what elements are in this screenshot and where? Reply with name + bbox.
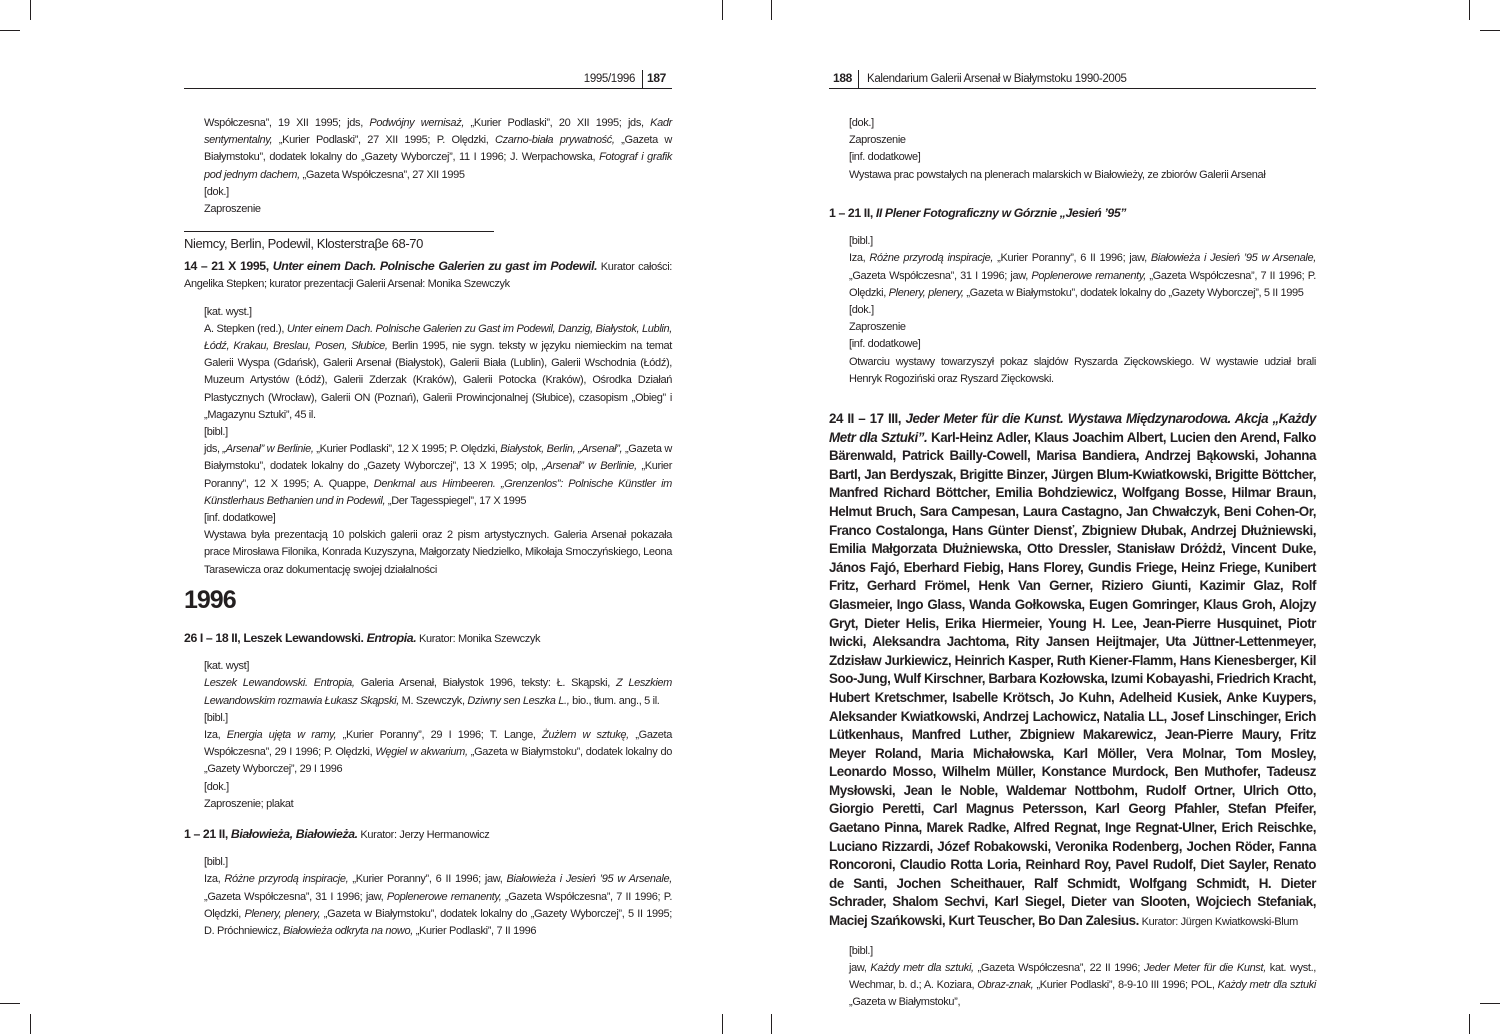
- section-label: [kat. wyst]: [204, 660, 250, 673]
- bibliography-text: Iza, Różne przyrodą inspiracje, „Kurier Poranny”, 6 II 1996; jaw, Białowieża i Jesień ’95 w Arsenale, „Gazeta Współczesna”, 31 I 1996; jaw, Poplenerowe remanenty, „Gazeta Współczesna”, 7 II 1996; P. Olędzki, Plenery, plenery, „Gazeta w Białymstoku”, dodatek lokalny do „Gazety Wyborczej”, 5 II 1995; D. Próchniewicz, Białowieża odkryta na nowo, „Kurier Podlaski”, 7 II 1996: [204, 873, 673, 938]
- italic-title: Czarno-biała prywatność,: [495, 134, 615, 147]
- italic-title: Dziwny sen Leszka L.,: [467, 694, 570, 707]
- section-label: [inf. dodatkowe]: [204, 512, 276, 525]
- crop-mark: [722, 0, 723, 20]
- italic-title: Żużlem w sztukę,: [542, 729, 629, 742]
- document-text: Zaproszenie: [849, 134, 906, 147]
- italic-title: Różne przyrodą inspiracje,: [869, 252, 994, 265]
- event-entry: [829, 410, 1316, 932]
- catalogue-text: Leszek Lewandowski. Entropia, Galeria Arsenał, Białystok 1996, teksty: Ł. Skąpski, Z Leszkiem Lewandowskim rozmawia Łukasz Skąpski, M. Szewczyk, Dziwny sen Leszka L., bio., tłum. ang., 5 il.: [204, 677, 672, 707]
- event-date: 14 – 21 X 1995,: [184, 259, 273, 274]
- page-number: 187: [647, 71, 666, 85]
- bibliography-text: Iza, Różne przyrodą inspiracje, „Kurier Poranny”, 6 II 1996; jaw, Białowieża i Jesień ’95 w Arsenale, „Gazeta Współczesna”, 31 I 1996; jaw, Poplenerowe remanenty, „Gazeta Współczesna”, 7 II 1996; P. Olędzki, Plenery, plenery, „Gazeta w Białymstoku”, dodatek lokalny do „Gazety Wyborczej”, 5 II 1995: [849, 252, 1317, 299]
- crop-mark: [0, 30, 20, 31]
- event-title: Entropia.: [366, 631, 417, 645]
- italic-title: Białowieża i Jesień ’95 w Arsenale,: [1150, 252, 1316, 265]
- additional-info-text: Wystawa była prezentacją 10 polskich galerii oraz 2 pism artystycznych. Galeria Arsenał pokazała prace Mirosława Filonika, Konrada Kuzyszyna, Małgorzaty Niedzielko, Mikołaja Smoczyńskiego, Leona Tarasewicza oraz dokumentację swojej działalności: [204, 529, 673, 576]
- crop-mark: [771, 1014, 772, 1034]
- section-label: [bibl.]: [204, 426, 228, 439]
- additional-info-text: Wystawa prac powstałych na plenerach malarskich w Białowieży, ze zbiorów Galerii Arsenał: [849, 168, 1266, 181]
- event-entry: [184, 826, 672, 844]
- italic-title: Podwójny wernisaż,: [369, 117, 465, 129]
- section-label: [dok.]: [849, 304, 874, 317]
- italic-title: Białowieża i Jesień ’95 w Arsenale,: [506, 873, 672, 886]
- italic-title: Każdy metr dla sztuki: [1217, 979, 1316, 992]
- right-lower-flow: [829, 410, 1316, 1011]
- italic-title: „Arsenał” w Berlinie,: [222, 443, 314, 456]
- section-label: [inf. dodatkowe]: [849, 151, 921, 164]
- bibliography-text: jds, „Arsenał” w Berlinie, „Kurier Podlaski”, 12 X 1995; P. Olędzki, Białystok, Berlin, „Arsenał”, „Gazeta w Białymstoku”, dodatek lokalny do „Gazety Wyborczej”, 13 X 1995; olp, „Arsenał” w Berlinie, „Kurier Poranny”, 12 X 1995; A. Quappe, Denkmal aus Himbeeren. „Grenzenlos”: Polnische Künstler im Künstlerhaus Bethanien und in Podewil, „Der Tagesspiegel”, 17 X 1995: [204, 443, 673, 507]
- crop-mark: [1469, 1014, 1470, 1034]
- right-main-flow: [829, 205, 1316, 388]
- section-label: [bibl.]: [849, 944, 873, 957]
- event-curator: Kurator: Jerzy Hermanowicz: [357, 829, 490, 842]
- document-text: Zaproszenie; plakat: [204, 797, 294, 810]
- italic-title: Węgiel w akwarium,: [375, 746, 468, 759]
- right-page: [829, 0, 1316, 1034]
- italic-title: Poplenerowe remanenty,: [1031, 269, 1146, 282]
- crop-mark: [771, 0, 772, 20]
- italic-title: Plenery, plenery,: [244, 907, 321, 920]
- italic-title: Każdy metr dla sztuki,: [870, 961, 974, 974]
- left-upper-flow: [184, 115, 672, 232]
- running-head: [829, 70, 1316, 89]
- right-upper-flow: [829, 115, 1316, 184]
- italic-title: Białystok, Berlin, „Arsenał”,: [500, 443, 623, 456]
- document-text: Zaproszenie: [849, 321, 906, 334]
- section-label: [bibl.]: [204, 856, 228, 869]
- event-title: Białowieża, Białowieża.: [230, 827, 358, 842]
- italic-title: Jeder Meter für die Kunst,: [1143, 961, 1266, 974]
- running-head-separator: [858, 70, 859, 88]
- crop-mark: [0, 1003, 20, 1004]
- place-heading: Niemcy, Berlin, Podewil, Klosterstraβe 68-70: [184, 236, 423, 251]
- running-head-separator: [642, 70, 643, 88]
- event-date: 24 II – 17 III,: [829, 411, 906, 426]
- event-curator: Kurator całości: Angelika Stepken; kurator prezentacji Galerii Arsenał: Monika Szewczyk: [184, 261, 672, 291]
- italic-title: Kadr sentymentalny,: [204, 117, 672, 147]
- section-divider: [184, 231, 494, 232]
- section-label: [dok.]: [204, 780, 229, 793]
- page-number: 188: [833, 71, 852, 85]
- italic-title: Poplenerowe remanenty,: [386, 890, 502, 903]
- crop-mark: [1480, 1003, 1500, 1004]
- year-heading: 1996: [184, 586, 236, 614]
- italic-title: Unter einem Dach. Polnische Galerien zu Gast im Podewil, Danzig, Białystok, Lublin, Łódź, Krakau, Breslau, Posen, Słubice,: [204, 322, 672, 353]
- event-entry: [829, 205, 1316, 223]
- additional-info-text: Otwarciu wystawy towarzyszył pokaz slajdów Ryszarda Zięckowskiego. W wystawie udział brali Henryk Rogoziński oraz Ryszard Zięckowski.: [849, 355, 1316, 385]
- event-curator: Kurator: Monika Szewczyk: [416, 633, 541, 645]
- left-year-flow: [184, 585, 672, 940]
- bibliography-text: Współczesna”, 19 XII 1995; jds, Podwójny wernisaż, „Kurier Podlaski”, 20 XII 1995; jds, Kadr sentymentalny, „Kurier Podlaski”, 27 XII 1995; P. Olędzki, Czarno-biała prywatność, „Gazeta w Białymstoku”, dodatek lokalny do „Gazety Wyborczej”, 11 I 1996; J. Werpachowska, Fotograf i grafik pod jednym dachem, „Gazeta Współczesna”, 27 XII 1995: [204, 117, 673, 181]
- event-date: 1 – 21 II,: [184, 827, 231, 842]
- running-head: [184, 70, 672, 89]
- event-curator: Kurator: Jürgen Kwiatkowski-Blum: [1138, 916, 1298, 929]
- document-text: Zaproszenie: [204, 203, 261, 216]
- section-label: [inf. dodatkowe]: [849, 338, 921, 351]
- crop-mark: [722, 1014, 723, 1034]
- italic-title: Denkmal aus Himbeeren. „Grenzenlos”: Polnische Künstler im Künstlerhaus Bethanien und in Podewil,: [204, 477, 672, 507]
- italic-title: Fotograf i grafik pod jednym dachem,: [204, 151, 672, 181]
- event-entry: [184, 258, 672, 293]
- italic-title: Energia ujęta w ramy,: [226, 729, 337, 742]
- crop-mark: [1469, 0, 1470, 20]
- catalogue-text: A. Stepken (red.), Unter einem Dach. Polnische Galerien zu Gast im Podewil, Danzig, Białystok, Lublin, Łódź, Krakau, Breslau, Posen, Słubice, Berlin 1995, nie sygn. teksty w języku niemieckim na temat Galerii Wyspa (Gdańsk), Galerii Arsenał (Białystok), Galerii Biała (Lublin), Galerii Wschodnia (Łódź), Muzeum Artystów (Łódź), Galerii Zderzak (Kraków), Galerii Potocka (Kraków), Ośrodka Działań Plastycznych (Wrocław), Galerii ON (Poznań), Galerii Prowincjonalnej (Słubice), czasopism „Obieg” i „Magazynu Sztuki”, 45 il.: [204, 322, 672, 421]
- crop-mark: [30, 0, 31, 20]
- crop-mark: [1480, 30, 1500, 31]
- event-date: 26 I – 18 II, Leszek Lewandowski.: [184, 631, 367, 645]
- italic-title: Z Leszkiem Lewandowskim rozmawia Łukasz Skąpski,: [204, 677, 672, 707]
- italic-title: Różne przyrodą inspiracje,: [224, 873, 349, 886]
- section-label: [kat. wyst.]: [204, 305, 252, 318]
- section-label: [bibl.]: [204, 711, 228, 724]
- event-date: 1 – 21 II,: [829, 206, 876, 220]
- running-head-text: Kalendarium Galerii Arsenał w Białymstoku 1990-2005: [867, 73, 1127, 85]
- artist-list: Karl-Heinz Adler, Klaus Joachim Albert, Lucien den Arend, Falko Bärenwald, Patrick Bailly-Cowell, Marisa Bandiera, Andrzej Bąkowski, Johanna Bartl, Jan Berdyszak, Brigitte Binzer, Jürgen Blum-Kwiatkowski, Brigitte Böttcher, Manfred Richard Böttcher, Emilia Bohdziewicz, Wolfgang Bosse, Hilmar Braun, Helmut Bruch, Sara Campesan, Laura Castagno, Jan Chwałczyk, Beni Cohen-Or, Franco Costalonga, Hans Günter Diensť, Zbigniew Dłubak, Andrzej Dłużniewski, Emilia Małgorzata Dłużniewska, Otto Dressler, Stanisław Dróżdż, Vincent Duke, János Fajó, Eberhard Fiebig, Hans Florey, Gundis Friege, Heinz Friege, Kunibert Fritz, Gerhard Frömel, Henk Van Gerner, Riziero Giunti, Kazimir Glaz, Rolf Glasmeier, Ingo Glass, Wanda Gołkowska, Eugen Gomringer, Klaus Groh, Alojzy Gryt, Dieter Helis, Erika Hiermeier, Young H. Lee, Jean-Pierre Husquinet, Piotr Iwicki, Aleksandra Jachtoma, Rity Jansen Heijtmajer, Uta Jüttner-Lettenmeyer, Zdzisław Jurkiewicz, Heinrich Kasper, Ruth Kiener-Flamm, Hans Kienesberger, Kil Soo-Jung, Wulf Kirschner, Barbara Kozłowska, Izumi Kobayashi, Friedrich Kracht, Hubert Kretschmer, Isabelle Krötsch, Jo Kuhn, Adelheid Kusiek, Anke Kuypers, Aleksander Kwiatkowski, Andrzej Lachowicz, Natalia LL, Josef Linschinger, Erich Lütkenhaus, Manfred Luther, Zbigniew Makarewicz, Jean-Pierre Maury, Fritz Meyer Roland, Maria Michałowska, Karl Möller, Vera Molnar, Tom Mosley, Leonardo Mosso, Wilhelm Müller, Konstance Murdock, Ben Muthofer, Tadeusz Mysłowski, Jean le Noble, Waldemar Nottbohm, Rudolf Ortner, Ulrich Otto, Giorgio Peretti, Carl Magnus Petersson, Karl Georg Pfahler, Stefan Pfeifer, Gaetano Pinna, Marek Radke, Alfred Regnat, Inge Regnat-Ulner, Erich Reischke, Luciano Rizzardi, Józef Robakowski, Veronika Rodenberg, Jochen Röder, Fanna Roncoroni, Claudio Rotta Loria, Reinhard Roy, Pavel Rudolf, Diet Sayler, Renato de Santi, Jochen Scheithauer, Ralf Schmidt, Wolfgang Schmidt, H. Dieter Schrader, Shalom Sechvi, Karl Siegel, Dieter van Slooten, Wojciech Stefaniak, Maciej Szańkowski, Kurt Teuscher, Bo Dan Zalesius.: [829, 429, 1316, 929]
- left-main-flow: [184, 235, 672, 579]
- bibliography-text: jaw, Każdy metr dla sztuki, „Gazeta Współczesna”, 22 II 1996; Jeder Meter für die Kunst, kat. wyst., Wechmar, b. d.; A. Koziara, Obraz-znak, „Kurier Podlaski”, 8-9-10 III 1996; POL, Każdy metr dla sztuki „Gazeta w Białymstoku”,: [849, 961, 1316, 1009]
- section-label: [bibl.]: [849, 235, 873, 248]
- section-label: [dok.]: [204, 185, 229, 198]
- left-page: [184, 0, 672, 1034]
- italic-title: „Arsenał” w Berlinie,: [542, 460, 637, 473]
- bibliography-text: Iza, Energia ujęta w ramy, „Kurier Poranny”, 29 I 1996; T. Lange, Żużlem w sztukę, „Gazeta Współczesna”, 29 I 1996; P. Olędzki, Węgiel w akwarium, „Gazeta w Białymstoku”, dodatek lokalny do „Gazety Wyborczej”, 29 I 1996: [204, 729, 673, 776]
- running-head-text: 1995/1996: [583, 73, 635, 85]
- italic-title: Plenery, plenery,: [888, 286, 964, 299]
- event-title: Jeder Meter für die Kunst. Wystawa Międzynarodowa. Akcja „Każdy Metr dla Sztuki”.: [829, 411, 1316, 445]
- crop-mark: [30, 1014, 31, 1034]
- italic-title: Obraz-znak,: [977, 979, 1034, 992]
- event-entry: [184, 630, 672, 648]
- italic-title: Białowieża odkryta na nowo,: [283, 925, 413, 938]
- italic-title: Leszek Lewandowski. Entropia,: [204, 677, 355, 690]
- event-title: II Plener Fotograficzny w Górznie „Jesień ’95”: [875, 206, 1127, 220]
- section-label: [dok.]: [849, 117, 874, 129]
- event-title: Unter einem Dach. Polnische Galerien zu gast im Podewil.: [272, 259, 598, 274]
